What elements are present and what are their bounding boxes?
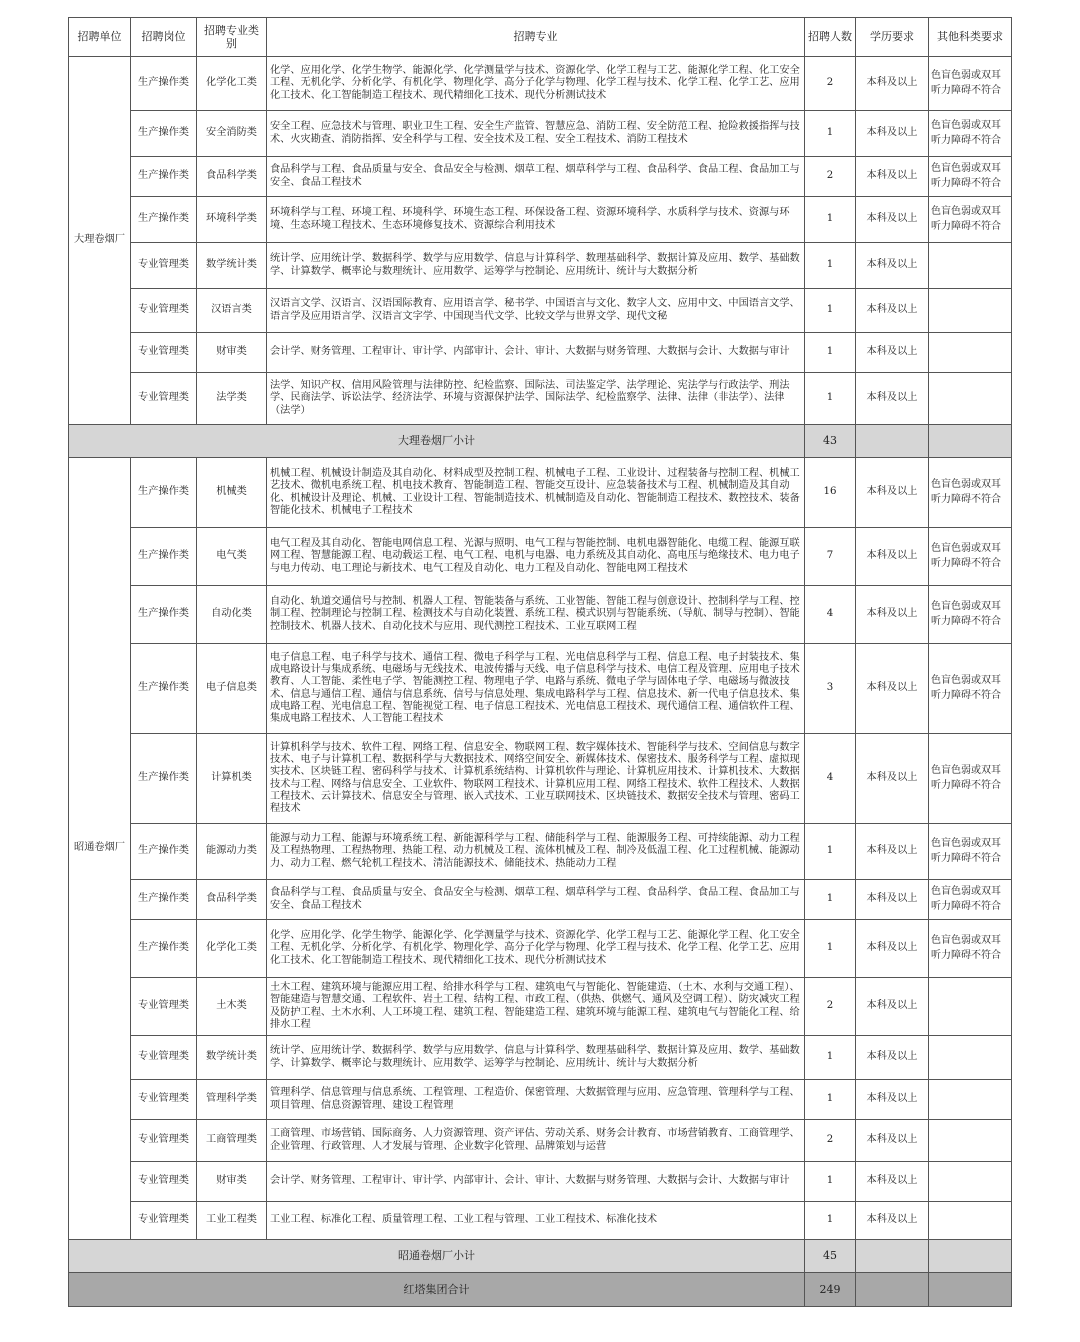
count-cell: 1 <box>805 1162 856 1202</box>
table-row <box>69 586 1012 644</box>
other-requirement-cell <box>929 1036 1012 1080</box>
category-cell: 安全消防类 <box>197 111 267 157</box>
education-cell: 本科及以上 <box>856 243 929 289</box>
majors-cell: 自动化、轨道交通信号与控制、机器人工程、智能装备与系统、工业智能、智能工程与创意设计、控制科学与工程、控制工程、控制理论与控制工程、检测技术与自动化装置、系统工程、模式识别与智能系统、（导航、制导与控制）、智能控制技术、机器人技术、自动化技术与应用、现代测控工程技术、工业互联网工程 <box>267 586 805 644</box>
header-post: 招聘岗位 <box>131 18 197 57</box>
post-cell: 专业管理类 <box>131 1080 197 1120</box>
subtotal-label: 大理卷烟厂小计 <box>69 425 805 458</box>
total-empty <box>856 1273 929 1307</box>
header-unit: 招聘单位 <box>69 18 131 57</box>
total-row <box>69 1273 1012 1307</box>
other-requirement-cell: 色盲色弱或双耳听力障碍不符合 <box>929 880 1012 920</box>
count-cell: 1 <box>805 243 856 289</box>
count-cell: 16 <box>805 458 856 528</box>
majors-cell: 电子信息工程、电子科学与技术、通信工程、微电子科学与工程、光电信息科学与工程、信息工程、电子封装技术、集成电路设计与集成系统、电磁场与无线技术、电波传播与天线、电子信息科学与技术、电信工程及管理、应用电子技术教育、人工智能、柔性电子学、智能测控工程、物理电子学、电路与系统、微电子学与固体电子学、电磁场与微波技术、信息与通信工程、通信与信息系统、信号与信息处理、集成电路科学与工程、信息技术、新一代电子信息技术、集成电路工程、光电信息工程、智能视觉工程、电子信息工程技术、光电信息工程技术、现代通信工程、通信软件工程、集成电路工程技术、人工智能工程技术 <box>267 644 805 734</box>
other-requirement-cell <box>929 978 1012 1036</box>
category-cell: 计算机类 <box>197 734 267 824</box>
education-cell: 本科及以上 <box>856 978 929 1036</box>
education-cell: 本科及以上 <box>856 528 929 586</box>
other-requirement-cell: 色盲色弱或双耳听力障碍不符合 <box>929 528 1012 586</box>
other-requirement-cell <box>929 1202 1012 1240</box>
table-row <box>69 333 1012 373</box>
category-cell: 化学化工类 <box>197 920 267 978</box>
subtotal-empty <box>856 425 929 458</box>
subtotal-count: 45 <box>805 1240 856 1273</box>
post-cell: 专业管理类 <box>131 1162 197 1202</box>
majors-cell: 化学、应用化学、化学生物学、能源化学、化学测量学与技术、资源化学、化学工程与工艺、能源化学工程、化工安全工程、无机化学、分析化学、有机化学、物理化学、高分子化学与物理、化学工程与技术、化学工程、化学工艺、应用化工技术、化工智能制造工程技术、现代精细化工技术、现代分析测试技术 <box>267 57 805 111</box>
education-cell: 本科及以上 <box>856 111 929 157</box>
table-row <box>69 111 1012 157</box>
majors-cell: 食品科学与工程、食品质量与安全、食品安全与检测、烟草工程、烟草科学与工程、食品科学、食品工程、食品加工与安全、食品工程技术 <box>267 157 805 197</box>
education-cell: 本科及以上 <box>856 458 929 528</box>
table-row <box>69 1202 1012 1240</box>
count-cell: 2 <box>805 978 856 1036</box>
majors-cell: 机械工程、机械设计制造及其自动化、材料成型及控制工程、机械电子工程、工业设计、过程装备与控制工程、机械工艺技术、微机电系统工程、机电技术教育、智能制造工程、智能交互设计、应急装备技术与工程、机械制造及其自动化、机械设计及理论、机械、工业设计工程、智能制造技术、机械制造及自动化、智能制造工程技术、数控技术、装备智能化技术、机械电子工程技术 <box>267 458 805 528</box>
count-cell: 1 <box>805 1202 856 1240</box>
category-cell: 机械类 <box>197 458 267 528</box>
category-cell: 环境科学类 <box>197 197 267 243</box>
table-row <box>69 734 1012 824</box>
header-majors: 招聘专业 <box>267 18 805 57</box>
education-cell: 本科及以上 <box>856 920 929 978</box>
count-cell: 1 <box>805 289 856 333</box>
table-row <box>69 920 1012 978</box>
other-requirement-cell <box>929 333 1012 373</box>
count-cell: 1 <box>805 1036 856 1080</box>
table-row <box>69 978 1012 1036</box>
education-cell: 本科及以上 <box>856 289 929 333</box>
category-cell: 食品科学类 <box>197 157 267 197</box>
other-requirement-cell: 色盲色弱或双耳听力障碍不符合 <box>929 644 1012 734</box>
post-cell: 生产操作类 <box>131 458 197 528</box>
category-cell: 财审类 <box>197 1162 267 1202</box>
unit-cell: 昭通卷烟厂 <box>69 458 131 1240</box>
education-cell: 本科及以上 <box>856 734 929 824</box>
header-education: 学历要求 <box>856 18 929 57</box>
table-row <box>69 157 1012 197</box>
education-cell: 本科及以上 <box>856 1080 929 1120</box>
count-cell: 4 <box>805 586 856 644</box>
post-cell: 专业管理类 <box>131 1120 197 1162</box>
category-cell: 自动化类 <box>197 586 267 644</box>
subtotal-label: 昭通卷烟厂小计 <box>69 1240 805 1273</box>
category-cell: 能源动力类 <box>197 824 267 880</box>
majors-cell: 统计学、应用统计学、数据科学、数学与应用数学、信息与计算科学、数理基础科学、数据计算及应用、数学、基础数学、计算数学、概率论与数理统计、应用数学、运筹学与控制论、应用统计、统计与大数据分析 <box>267 243 805 289</box>
majors-cell: 会计学、财务管理、工程审计、审计学、内部审计、会计、审计、大数据与财务管理、大数据与会计、大数据与审计 <box>267 1162 805 1202</box>
other-requirement-cell <box>929 373 1012 425</box>
table-row <box>69 1036 1012 1080</box>
table-header-row <box>69 18 1012 57</box>
other-requirement-cell: 色盲色弱或双耳听力障碍不符合 <box>929 920 1012 978</box>
total-empty <box>929 1273 1012 1307</box>
other-requirement-cell <box>929 1120 1012 1162</box>
category-cell: 电气类 <box>197 528 267 586</box>
other-requirement-cell: 色盲色弱或双耳听力障碍不符合 <box>929 157 1012 197</box>
header-count: 招聘人数 <box>805 18 856 57</box>
table-row <box>69 197 1012 243</box>
table-row <box>69 644 1012 734</box>
education-cell: 本科及以上 <box>856 1120 929 1162</box>
count-cell: 3 <box>805 644 856 734</box>
other-requirement-cell: 色盲色弱或双耳听力障碍不符合 <box>929 734 1012 824</box>
count-cell: 1 <box>805 333 856 373</box>
category-cell: 工商管理类 <box>197 1120 267 1162</box>
subtotal-count: 43 <box>805 425 856 458</box>
table-row <box>69 1162 1012 1202</box>
majors-cell: 工业工程、标准化工程、质量管理工程、工业工程与管理、工业工程技术、标准化技术 <box>267 1202 805 1240</box>
subtotal-row <box>69 1240 1012 1273</box>
table-row <box>69 1120 1012 1162</box>
count-cell: 2 <box>805 1120 856 1162</box>
other-requirement-cell <box>929 289 1012 333</box>
majors-cell: 电气工程及其自动化、智能电网信息工程、光源与照明、电气工程与智能控制、电机电器智能化、电缆工程、能源互联网工程、智慧能源工程、电动载运工程、电气工程、电机与电器、电力系统及其自动化、高电压与绝缘技术、电力电子与电力传动、电工理论与新技术、电气工程及自动化、电力工程及自动化、智能电网工程技术 <box>267 528 805 586</box>
majors-cell: 环境科学与工程、环境工程、环境科学、环境生态工程、环保设备工程、资源环境科学、水质科学与技术、资源与环境、生态环境工程技术、生态环境修复技术、资源综合利用技术 <box>267 197 805 243</box>
education-cell: 本科及以上 <box>856 157 929 197</box>
post-cell: 生产操作类 <box>131 824 197 880</box>
post-cell: 生产操作类 <box>131 880 197 920</box>
education-cell: 本科及以上 <box>856 586 929 644</box>
header-other: 其他科类要求 <box>929 18 1012 57</box>
category-cell: 土木类 <box>197 978 267 1036</box>
count-cell: 2 <box>805 57 856 111</box>
category-cell: 工业工程类 <box>197 1202 267 1240</box>
majors-cell: 统计学、应用统计学、数据科学、数学与应用数学、信息与计算科学、数理基础科学、数据计算及应用、数学、基础数学、计算数学、概率论与数理统计、应用数学、运筹学与控制论、应用统计、统计与大数据分析 <box>267 1036 805 1080</box>
count-cell: 7 <box>805 528 856 586</box>
post-cell: 生产操作类 <box>131 528 197 586</box>
post-cell: 专业管理类 <box>131 1202 197 1240</box>
majors-cell: 管理科学、信息管理与信息系统、工程管理、工程造价、保密管理、大数据管理与应用、应急管理、管理科学与工程、项目管理、信息资源管理、建设工程管理 <box>267 1080 805 1120</box>
total-label: 红塔集团合计 <box>69 1273 805 1307</box>
table-row <box>69 373 1012 425</box>
other-requirement-cell <box>929 1162 1012 1202</box>
count-cell: 1 <box>805 1080 856 1120</box>
category-cell: 法学类 <box>197 373 267 425</box>
table-row <box>69 824 1012 880</box>
table-row <box>69 1080 1012 1120</box>
majors-cell: 会计学、财务管理、工程审计、审计学、内部审计、会计、审计、大数据与财务管理、大数据与会计、大数据与审计 <box>267 333 805 373</box>
education-cell: 本科及以上 <box>856 644 929 734</box>
category-cell: 化学化工类 <box>197 57 267 111</box>
category-cell: 电子信息类 <box>197 644 267 734</box>
education-cell: 本科及以上 <box>856 824 929 880</box>
majors-cell: 土木工程、建筑环境与能源应用工程、给排水科学与工程、建筑电气与智能化、智能建造、（土木、水利与交通工程）、智能建造与智慧交通、工程软件、岩土工程、结构工程、市政工程、（供热、供燃气、通风及空调工程）、防灾减灾工程及防护工程、土木水利、人工环境工程、建筑工程、智能建造工程、建筑环境与能源工程、建筑电气与智能化工程、给排水工程 <box>267 978 805 1036</box>
other-requirement-cell: 色盲色弱或双耳听力障碍不符合 <box>929 458 1012 528</box>
education-cell: 本科及以上 <box>856 1162 929 1202</box>
table-body <box>69 57 1012 1307</box>
count-cell: 1 <box>805 824 856 880</box>
header-category: 招聘专业类别 <box>197 18 267 57</box>
count-cell: 4 <box>805 734 856 824</box>
majors-cell: 安全工程、应急技术与管理、职业卫生工程、安全生产监管、智慧应急、消防工程、安全防范工程、抢险救援指挥与技术、火灾勘查、消防指挥、安全科学与工程、安全技术及工程、安全工程技术、消防工程技术 <box>267 111 805 157</box>
category-cell: 食品科学类 <box>197 880 267 920</box>
majors-cell: 法学、知识产权、信用风险管理与法律防控、纪检监察、国际法、司法鉴定学、法学理论、宪法学与行政法学、刑法学、民商法学、诉讼法学、经济法学、环境与资源保护法学、国际法学、纪检监察学、法律、法律（非法学）、法律（法学） <box>267 373 805 425</box>
majors-cell: 化学、应用化学、化学生物学、能源化学、化学测量学与技术、资源化学、化学工程与工艺、能源化学工程、化工安全工程、无机化学、分析化学、有机化学、物理化学、高分子化学与物理、化学工程与技术、化学工程、化学工艺、应用化工技术、化工智能制造工程技术、现代精细化工技术、现代分析测试技术 <box>267 920 805 978</box>
education-cell: 本科及以上 <box>856 197 929 243</box>
count-cell: 2 <box>805 157 856 197</box>
majors-cell: 汉语言文学、汉语言、汉语国际教育、应用语言学、秘书学、中国语言与文化、数字人文、应用中文、中国语言文学、语言学及应用语言学、汉语言文字学、中国现当代文学、比较文学与世界文学、现代文秘 <box>267 289 805 333</box>
subtotal-row <box>69 425 1012 458</box>
other-requirement-cell: 色盲色弱或双耳听力障碍不符合 <box>929 824 1012 880</box>
count-cell: 1 <box>805 373 856 425</box>
table-row <box>69 243 1012 289</box>
post-cell: 生产操作类 <box>131 734 197 824</box>
category-cell: 数学统计类 <box>197 1036 267 1080</box>
majors-cell: 计算机科学与技术、软件工程、网络工程、信息安全、物联网工程、数字媒体技术、智能科学与技术、空间信息与数字技术、电子与计算机工程、数据科学与大数据技术、网络空间安全、新媒体技术、保密技术、服务科学与工程、虚拟现实技术、区块链工程、密码科学与技术、计算机系统结构、计算机软件与理论、计算机应用技术、计算机技术、大数据技术与工程、网络与信息安全、工业软件、物联网工程技术、计算机应用工程、网络工程技术、软件工程技术、人数据工程技术、云计算技术、信息安全与管理、嵌入式技术、工业互联网技术、区块链技术、数据安全技术与管理、密码工程技术 <box>267 734 805 824</box>
table-row <box>69 57 1012 111</box>
count-cell: 1 <box>805 197 856 243</box>
post-cell: 生产操作类 <box>131 644 197 734</box>
majors-cell: 工商管理、市场营销、国际商务、人力资源管理、资产评估、劳动关系、财务会计教育、市场营销教育、工商管理学、企业管理、行政管理、人才发展与管理、企业数字化管理、品牌策划与运营 <box>267 1120 805 1162</box>
post-cell: 专业管理类 <box>131 243 197 289</box>
other-requirement-cell: 色盲色弱或双耳听力障碍不符合 <box>929 197 1012 243</box>
post-cell: 生产操作类 <box>131 111 197 157</box>
education-cell: 本科及以上 <box>856 1036 929 1080</box>
post-cell: 生产操作类 <box>131 586 197 644</box>
category-cell: 财审类 <box>197 333 267 373</box>
table-row <box>69 880 1012 920</box>
count-cell: 1 <box>805 920 856 978</box>
category-cell: 数学统计类 <box>197 243 267 289</box>
table-row <box>69 528 1012 586</box>
subtotal-empty <box>856 1240 929 1273</box>
other-requirement-cell <box>929 243 1012 289</box>
total-count: 249 <box>805 1273 856 1307</box>
recruitment-table <box>68 17 1012 1307</box>
post-cell: 专业管理类 <box>131 373 197 425</box>
other-requirement-cell: 色盲色弱或双耳听力障碍不符合 <box>929 586 1012 644</box>
majors-cell: 能源与动力工程、能源与环境系统工程、新能源科学与工程、储能科学与工程、能源服务工程、可持续能源、动力工程及工程热物理、工程热物理、热能工程、动力机械及工程、流体机械及工程、制冷及低温工程、化工过程机械、能源动力、动力工程、燃气轮机工程技术、清洁能源技术、储能技术、热能动力工程 <box>267 824 805 880</box>
subtotal-empty <box>929 425 1012 458</box>
category-cell: 管理科学类 <box>197 1080 267 1120</box>
education-cell: 本科及以上 <box>856 57 929 111</box>
other-requirement-cell: 色盲色弱或双耳听力障碍不符合 <box>929 111 1012 157</box>
post-cell: 生产操作类 <box>131 57 197 111</box>
education-cell: 本科及以上 <box>856 373 929 425</box>
table-row <box>69 289 1012 333</box>
category-cell: 汉语言类 <box>197 289 267 333</box>
education-cell: 本科及以上 <box>856 880 929 920</box>
count-cell: 1 <box>805 880 856 920</box>
unit-cell: 大理卷烟厂 <box>69 57 131 425</box>
subtotal-empty <box>929 1240 1012 1273</box>
other-requirement-cell: 色盲色弱或双耳听力障碍不符合 <box>929 57 1012 111</box>
other-requirement-cell <box>929 1080 1012 1120</box>
majors-cell: 食品科学与工程、食品质量与安全、食品安全与检测、烟草工程、烟草科学与工程、食品科学、食品工程、食品加工与安全、食品工程技术 <box>267 880 805 920</box>
post-cell: 专业管理类 <box>131 333 197 373</box>
post-cell: 生产操作类 <box>131 197 197 243</box>
education-cell: 本科及以上 <box>856 333 929 373</box>
post-cell: 专业管理类 <box>131 289 197 333</box>
post-cell: 专业管理类 <box>131 1036 197 1080</box>
post-cell: 生产操作类 <box>131 920 197 978</box>
table-row <box>69 458 1012 528</box>
education-cell: 本科及以上 <box>856 1202 929 1240</box>
count-cell: 1 <box>805 111 856 157</box>
post-cell: 专业管理类 <box>131 978 197 1036</box>
post-cell: 生产操作类 <box>131 157 197 197</box>
